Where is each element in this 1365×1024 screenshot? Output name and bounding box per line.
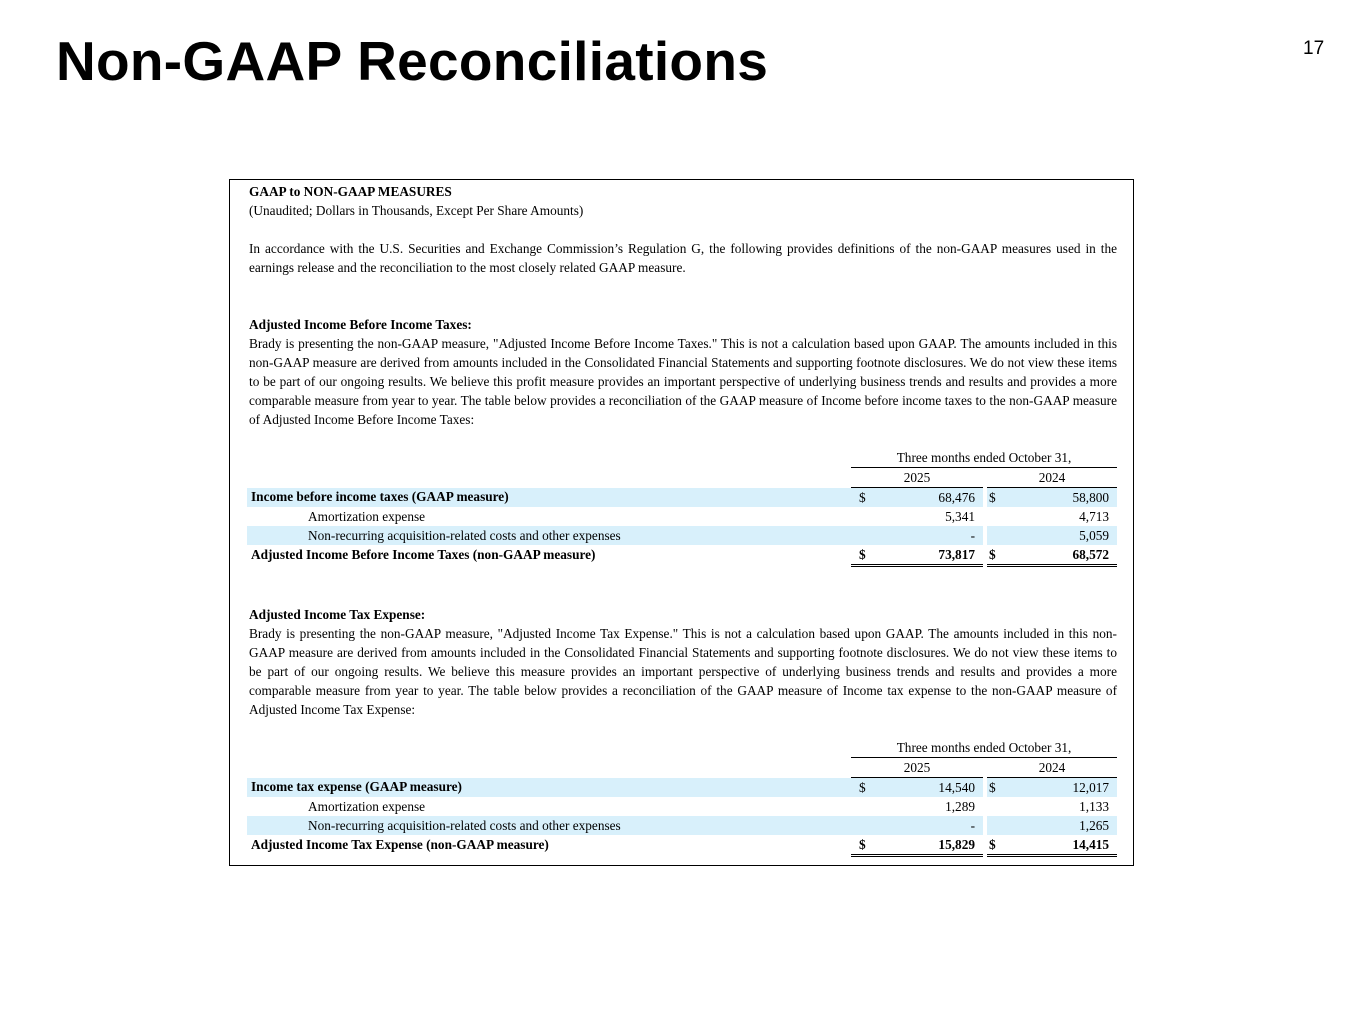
dollar-sign: $ bbox=[987, 778, 1001, 798]
row-label: Non-recurring acquisition-related costs and other expenses bbox=[247, 816, 851, 835]
dollar-sign: $ bbox=[987, 545, 1001, 566]
dollar-sign: $ bbox=[851, 835, 869, 856]
section-title-tax: Adjusted Income Tax Expense: bbox=[249, 607, 426, 622]
value-prior: 5,059 bbox=[1001, 526, 1117, 545]
table-year-row bbox=[247, 758, 1117, 778]
dollar-sign bbox=[987, 797, 1001, 816]
year-header-current: 2025 bbox=[851, 758, 983, 778]
period-header: Three months ended October 31, bbox=[851, 738, 1117, 758]
year-header-prior: 2024 bbox=[987, 468, 1117, 488]
value-current: 15,829 bbox=[869, 835, 983, 856]
row-label: Income before income taxes (GAAP measure) bbox=[247, 488, 851, 508]
value-prior: 1,133 bbox=[1079, 798, 1110, 814]
table-row bbox=[247, 488, 1117, 508]
row-label: Amortization expense bbox=[308, 798, 426, 814]
dollar-sign: $ bbox=[851, 778, 869, 798]
dollar-sign bbox=[851, 816, 869, 835]
dollar-sign bbox=[987, 526, 1001, 545]
dollar-sign bbox=[987, 816, 1001, 835]
reconciliation-table-tax bbox=[247, 738, 1117, 857]
table-year-row bbox=[247, 468, 1117, 488]
dollar-sign: $ bbox=[851, 545, 869, 566]
dollar-sign: $ bbox=[987, 835, 1001, 856]
document-subheading: (Unaudited; Dollars in Thousands, Except Per Share Amounts) bbox=[249, 203, 584, 218]
section-description-pretax: Brady is presenting the non-GAAP measure, "Adjusted Income Before Income Taxes." This is not a calculation based upon GAAP. The amounts included in this non-GAAP measure are derived from amounts included in the Consolidated Financial Statements and supporting footnote disclosures. We do not view these items to be part of our ongoing results. We believe this profit measure provides an important perspective of underlying business trends and results and provides a more comparable measure from year to year. The table below provides a reconciliation of the GAAP measure of Income before income taxes to the non-GAAP measure of Adjusted Income Before Income Taxes: bbox=[249, 336, 1117, 427]
row-label: Amortization expense bbox=[308, 508, 426, 524]
value-prior: 12,017 bbox=[1001, 778, 1117, 798]
value-prior: 14,415 bbox=[1001, 835, 1117, 856]
row-label: Income tax expense (GAAP measure) bbox=[247, 778, 851, 798]
year-header-prior: 2024 bbox=[987, 758, 1117, 778]
value-current: 1,289 bbox=[945, 798, 975, 814]
value-current: - bbox=[869, 526, 983, 545]
dollar-sign bbox=[987, 507, 1001, 526]
table-row-total bbox=[247, 835, 1117, 856]
row-label: Adjusted Income Before Income Taxes (non-GAAP measure) bbox=[251, 547, 596, 563]
value-current: 14,540 bbox=[869, 778, 983, 798]
page-number: 17 bbox=[1303, 38, 1325, 59]
value-current: 73,817 bbox=[869, 545, 983, 566]
value-prior: 68,572 bbox=[1001, 545, 1117, 566]
table-header-row bbox=[247, 738, 1117, 758]
row-label: Adjusted Income Tax Expense (non-GAAP measure) bbox=[251, 837, 549, 853]
section-title-pretax: Adjusted Income Before Income Taxes: bbox=[249, 317, 472, 332]
dollar-sign: $ bbox=[987, 488, 1001, 508]
table-row-total bbox=[247, 545, 1117, 566]
period-header: Three months ended October 31, bbox=[851, 448, 1117, 468]
table-row bbox=[247, 526, 1117, 545]
document-panel bbox=[229, 179, 1134, 866]
page-title: Non-GAAP Reconciliations bbox=[56, 30, 769, 92]
intro-paragraph: In accordance with the U.S. Securities and Exchange Commission’s Regulation G, the following provides definitions of the non-GAAP measures used in the earnings release and the reconciliation to the most closely related GAAP measure. bbox=[249, 241, 1117, 275]
value-prior: 4,713 bbox=[1079, 508, 1110, 524]
value-current: 5,341 bbox=[945, 508, 975, 524]
reconciliation-table-pretax bbox=[247, 448, 1117, 567]
table-row bbox=[247, 797, 1117, 816]
table-row bbox=[247, 778, 1117, 798]
value-current: 68,476 bbox=[869, 488, 983, 508]
table-row bbox=[247, 507, 1117, 526]
year-header-current: 2025 bbox=[851, 468, 983, 488]
value-prior: 1,265 bbox=[1001, 816, 1117, 835]
value-prior: 58,800 bbox=[1001, 488, 1117, 508]
dollar-sign bbox=[851, 797, 869, 816]
dollar-sign: $ bbox=[851, 488, 869, 508]
document-content bbox=[249, 182, 1117, 857]
document-heading: GAAP to NON-GAAP MEASURES bbox=[249, 184, 452, 199]
section-description-tax: Brady is presenting the non-GAAP measure, "Adjusted Income Tax Expense." This is not a calculation based upon GAAP. The amounts included in this non-GAAP measure are derived from amounts included in the Consolidated Financial Statements and supporting footnote disclosures. We do not view these items to be part of our ongoing results. We believe this measure provides an important perspective of underlying business trends and results and provides a more comparable measure from year to year. The table below provides a reconciliation of the GAAP measure of Income tax expense to the non-GAAP measure of Adjusted Income Tax Expense: bbox=[249, 626, 1117, 717]
table-header-row bbox=[247, 448, 1117, 468]
dollar-sign bbox=[851, 526, 869, 545]
row-label: Non-recurring acquisition-related costs and other expenses bbox=[247, 526, 851, 545]
table-row bbox=[247, 816, 1117, 835]
dollar-sign bbox=[851, 507, 869, 526]
value-current: - bbox=[869, 816, 983, 835]
